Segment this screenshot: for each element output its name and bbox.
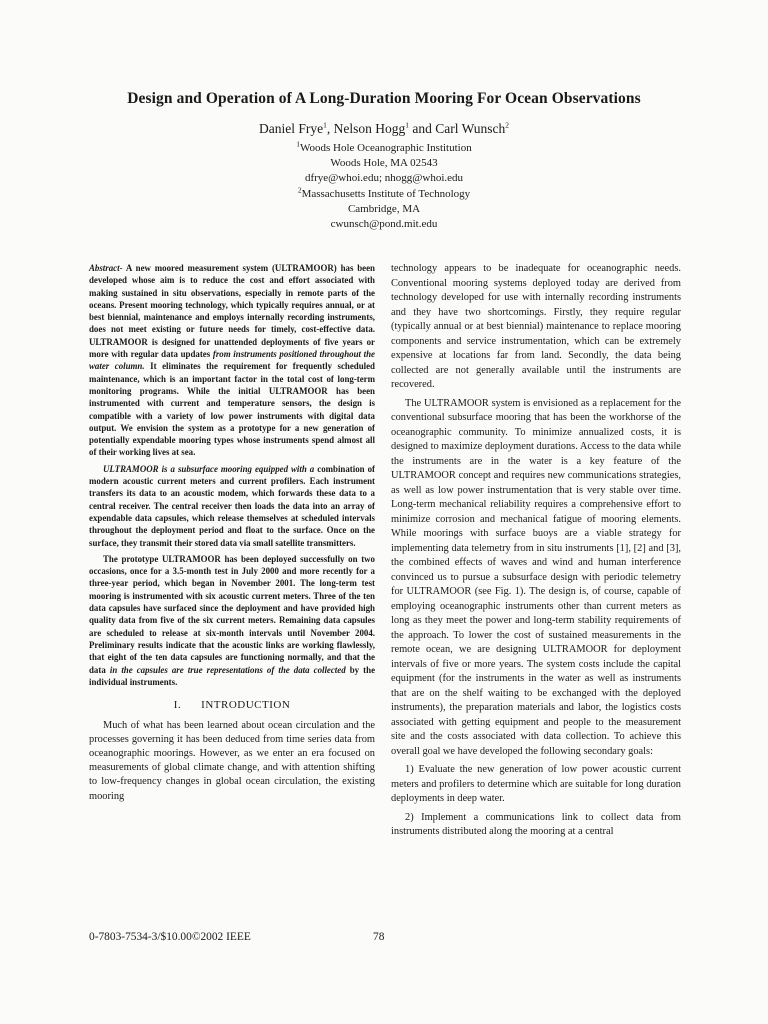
affiliation-mark: 2 xyxy=(297,184,302,194)
abstract-text: combination of modern acoustic current meters and current profilers. Each instrument transfers its data to an acoustic modem, which forwards these data to a central receiver. The central receiver then loads the data into an array of expendable data capsules, which release themselves at scheduled intervals throughout the deployment period and float to the surface. Once on the surface, they transmit their stored data via small satellite transmitters. xyxy=(89,463,376,548)
author-name: Carl Wunsch xyxy=(435,121,506,136)
abstract-italic-text: from instruments positioned throughout the water column. xyxy=(89,349,375,372)
left-column xyxy=(89,262,375,804)
abstract xyxy=(89,262,375,688)
affiliation-line xyxy=(0,202,768,217)
page-number: 78 xyxy=(373,931,385,943)
author-affiliation-mark: 1 xyxy=(323,120,327,130)
author-separator: , xyxy=(326,121,334,136)
email-text: cwunsch@pond.mit.edu xyxy=(330,218,438,231)
abstract-text: A new moored measurement system (ULTRAMOOR) has been developed whose aim is to reduce the cost and effort associated with making sustained in situ observations, especially in remote parts of the oceans. Present mooring technology, which typically requires annual, or at best biennial, maintenance and employs internally recording instruments, does not meet existing or future needs for timely, cost-effective data. ULTRAMOOR is designed for unattended deployments of five years or more with regular data updates xyxy=(89,263,375,360)
affiliation-text: Cambridge, MA xyxy=(347,202,421,215)
list-item-paragraph: 2) Implement a communications link to collect data from instruments distributed along the mooring at a central xyxy=(391,811,681,837)
author-affiliation-mark: 2 xyxy=(505,120,510,130)
author-name: Nelson Hogg xyxy=(333,121,406,136)
abstract-paragraph xyxy=(89,463,375,549)
affiliation-line xyxy=(0,141,768,156)
footer-copyright: 0-7803-7534-3/$10.00©2002 IEEE xyxy=(89,931,251,943)
abstract-italic-text: in the capsules are true representations of the data collected xyxy=(109,664,346,675)
affiliation-text: Massachusetts Institute of Technology xyxy=(301,187,471,200)
author-affiliation-mark: 1 xyxy=(405,120,409,130)
affiliation-text: Woods Hole Oceanographic Institution xyxy=(300,142,472,154)
abstract-text: It eliminates the requirement for frequently scheduled maintenance, which is an important factor in the total cost of long-term monitoring programs. While the initial ULTRAMOOR has been instrumented with current and temperature sensors, the design is compatible with a variety of low power instruments with digital data output. We envision the system as a prototype for a new generation of potentially expendable mooring types whose instruments spend almost all of their working lives at sea. xyxy=(89,361,375,458)
body-paragraph: The ULTRAMOOR system is envisioned as a replacement for the conventional subsurface mooring that has been the workhorse of the oceanographic community. To minimize annualized costs, it is designed to maximize deployment durations. Access to the data while the instruments are in the water is a key feature of the ULTRAMOOR concept and requires new communications strategies, as well as low power instrumentation that is very stable over time. Long-term mechanical reliability requires a comprehensive effort to minimize corrosion and mechanical fatigue of mooring elements. While moorings with surface buoys are a viable strategy for implementing data telemetry from in situ instruments [1], [2] and [3], the combined effects of waves and wind and human interference convinced us to pursue a subsurface design with periodic telemetry for ULTRAMOOR (see Fig. 1). The design is, of course, capable of employing oceanographic instruments other than current meters as long as they meet the power and long-term stability requirements of the approach. To lower the cost of sustained measurements in the remote ocean, we are designing ULTRAMOOR for deployment intervals of five or more years. The system costs include the capital equipment (for the instruments in the water as well as instruments that are on the shelf waiting to be exchanged with the deployed instruments), the preparation materials and labor, the logistics costs associated with getting equipment and people to the measurement site and the costs associated with data collection. To achieve this overall goal we have developed the following secondary goals: xyxy=(391,397,681,757)
abstract-italic-text: ULTRAMOOR is a subsurface mooring equipped with a xyxy=(103,463,315,474)
paper-title: Design and Operation of A Long-Duration Mooring For Ocean Observations xyxy=(127,90,641,107)
section-heading xyxy=(89,698,375,712)
email-text: dfrye@whoi.edu; nhogg@whoi.edu xyxy=(304,172,464,185)
abstract-paragraph xyxy=(89,553,375,688)
abstract-text: The prototype ULTRAMOOR has been deployed successfully on two occasions, once for a 3.5-month test in July 2000 and more recently for a three-year period, which began in November 2001. The long-term test mooring is instrumented with six acoustic current meters. Three of the ten data capsules have surfaced since the deployment and have provided high quality data from five of the six current meters. Remaining data capsules are scheduled to release at six-month intervals until November 2004. Preliminary results indicate that the acoustic links are working flawlessly, that eight of the ten data capsules are functioning normally, and that the data xyxy=(89,553,375,675)
affiliation-line xyxy=(0,171,768,186)
affiliation-line xyxy=(0,217,768,232)
affiliation-mark: 1 xyxy=(296,139,301,149)
affiliation-text: Woods Hole, MA 02543 xyxy=(330,157,438,170)
author-separator: and xyxy=(408,121,436,136)
right-column xyxy=(391,262,681,840)
body-paragraph: technology appears to be inadequate for oceanographic needs. Conventional mooring systems deployed today are derived from technology developed for use with internally recording instruments and they have two shortcomings. Firstly, they require regular (typically annual or at best biennial) maintenance to replace mooring components and service instrumentation, which can be extremely expensive at locations far from land. Secondly, the data being collected are not generally available until the instruments are recovered. xyxy=(391,263,681,390)
affiliations-block xyxy=(0,141,768,232)
affiliation-line xyxy=(0,184,768,202)
author-name: Daniel Frye xyxy=(258,121,324,136)
author-line xyxy=(0,121,768,137)
section-number: I. xyxy=(173,699,182,712)
abstract-paragraph xyxy=(89,262,375,459)
body-paragraph: Much of what has been learned about ocean circulation and the processes governing it has been deduced from time series data from oceanographic moorings. However, as we enter an era focused on measurements of global climate change, and with attention shifting to low-frequency changes in global ocean circulation, the existing mooring xyxy=(89,719,375,802)
introduction-body xyxy=(89,719,375,804)
section-title: INTRODUCTION xyxy=(201,699,291,712)
abstract-text: by the individual instruments. xyxy=(89,664,376,687)
abstract-label: Abstract- xyxy=(89,263,123,273)
list-item-paragraph: 1) Evaluate the new generation of low power acoustic current meters and profilers to determine which are suitable for long duration deployments in deep water. xyxy=(391,764,681,804)
affiliation-line xyxy=(0,156,768,171)
